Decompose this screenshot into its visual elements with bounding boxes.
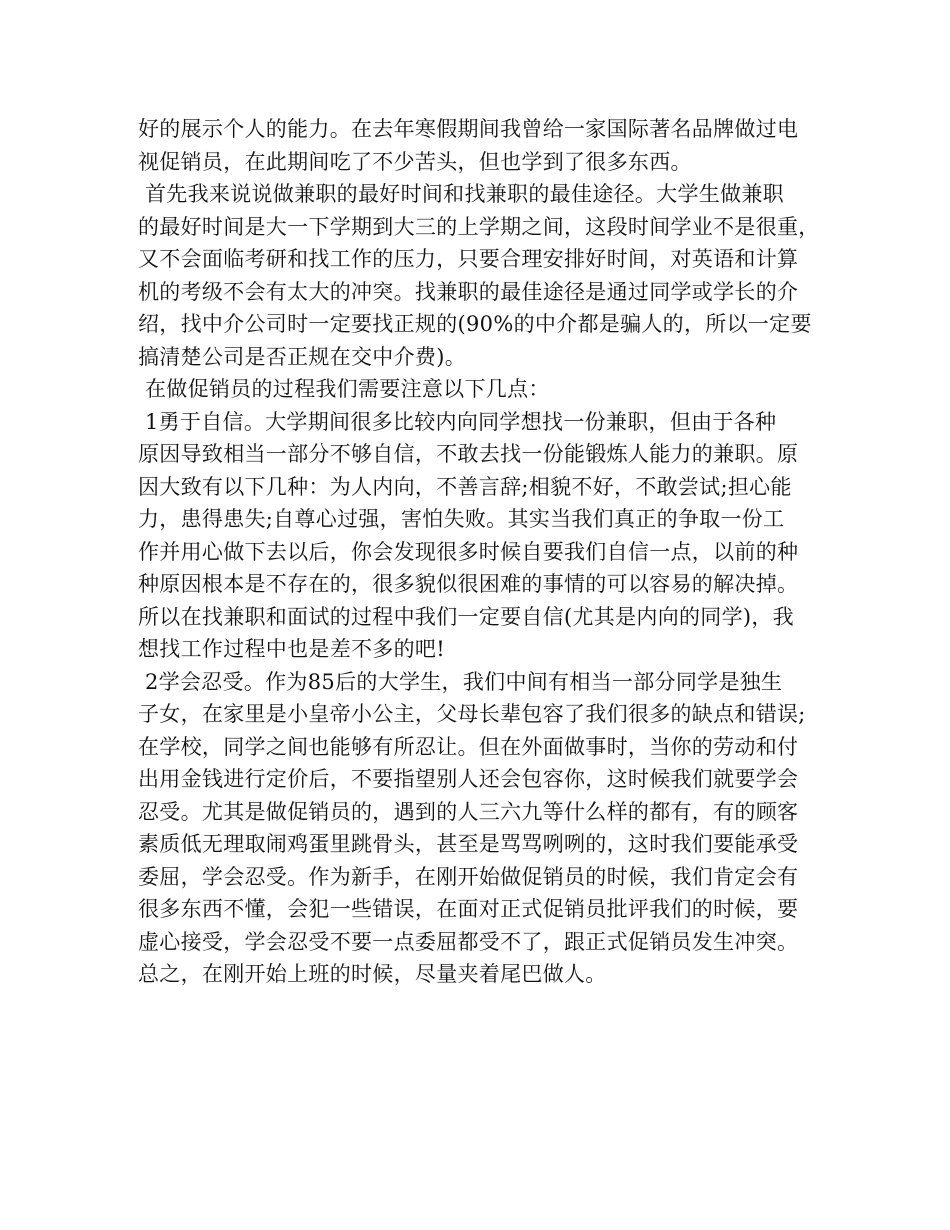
text-line: 2学会忍受。作为85后的大学生，我们中间有相当一部分同学是独生 (138, 669, 783, 694)
text-line: 在学校，同学之间也能够有所忍让。但在外面做事时，当你的劳动和付 (138, 734, 799, 759)
text-line: 好的展示个人的能力。在去年寒假期间我曾给一家国际著名品牌做过电 (138, 117, 799, 141)
text-line: 子女，在家里是小皇帝小公主，父母长辈包容了我们很多的缺点和错误; (138, 702, 806, 726)
text-line: 机的考级不会有太大的冲突。找兼职的最佳途径是通过同学或学长的介 (138, 279, 799, 304)
text-line: 很多东西不懂，会犯一些错误，在面对正式促销员批评我们的时候，要 (138, 897, 799, 921)
document-body (138, 113, 818, 991)
text-line: 忍受。尤其是做促销员的，遇到的人三六九等什么样的都有，有的顾客 (138, 799, 799, 824)
text-line: 所以在找兼职和面试的过程中我们一定要自信(尤其是内向的同学)，我 (138, 604, 794, 629)
text-line: 因大致有以下几种：为人内向，不善言辞;相貌不好，不敢尝试;担心能 (138, 474, 792, 499)
text-line: 虚心接受，学会忍受不要一点委屈都受不了，跟正式促销员发生冲突。 (138, 929, 799, 954)
text-line: 作并用心做下去以后，你会发现很多时候自要我们自信一点，以前的种 (138, 539, 799, 564)
text-line: 又不会面临考研和找工作的压力，只要合理安排好时间，对英语和计算 (138, 247, 799, 271)
text-line: 1勇于自信。大学期间很多比较内向同学想找一份兼职，但由于各种 (138, 409, 777, 434)
text-line: 想找工作过程中也是差不多的吧! (138, 637, 445, 661)
text-line: 力，患得患失;自尊心过强，害怕失败。其实当我们真正的争取一份工 (138, 507, 785, 531)
text-line: 素质低无理取闹鸡蛋里跳骨头，甚至是骂骂咧咧的，这时我们要能承受 (138, 832, 799, 856)
text-line: 原因导致相当一部分不够自信，不敢去找一份能锻炼人能力的兼职。原 (138, 442, 799, 466)
text-line: 总之，在刚开始上班的时候，尽量夹着尾巴做人。 (138, 962, 607, 986)
text-line: 出用金钱进行定价后，不要指望别人还会包容你，这时候我们就要学会 (138, 767, 799, 791)
text-line: 的最好时间是大一下学期到大三的上学期之间，这段时间学业不是很重， (138, 214, 820, 239)
text-line: 搞清楚公司是否正规在交中介费)。 (138, 344, 466, 369)
text-line: 种原因根本是不存在的，很多貌似很困难的事情的可以容易的解决掉。 (138, 572, 799, 596)
text-line: 首先我来说说做兼职的最好时间和找兼职的最佳途径。大学生做兼职 (138, 182, 784, 206)
text-line: 视促销员，在此期间吃了不少苦头，但也学到了很多东西。 (138, 149, 692, 174)
text-line: 在做促销员的过程我们需要注意以下几点： (138, 377, 550, 401)
text-line: 绍，找中介公司时一定要找正规的(90%的中介都是骗人的，所以一定要 (138, 312, 812, 336)
text-line: 委屈，学会忍受。作为新手，在刚开始做促销员的时候，我们肯定会有 (138, 864, 799, 889)
